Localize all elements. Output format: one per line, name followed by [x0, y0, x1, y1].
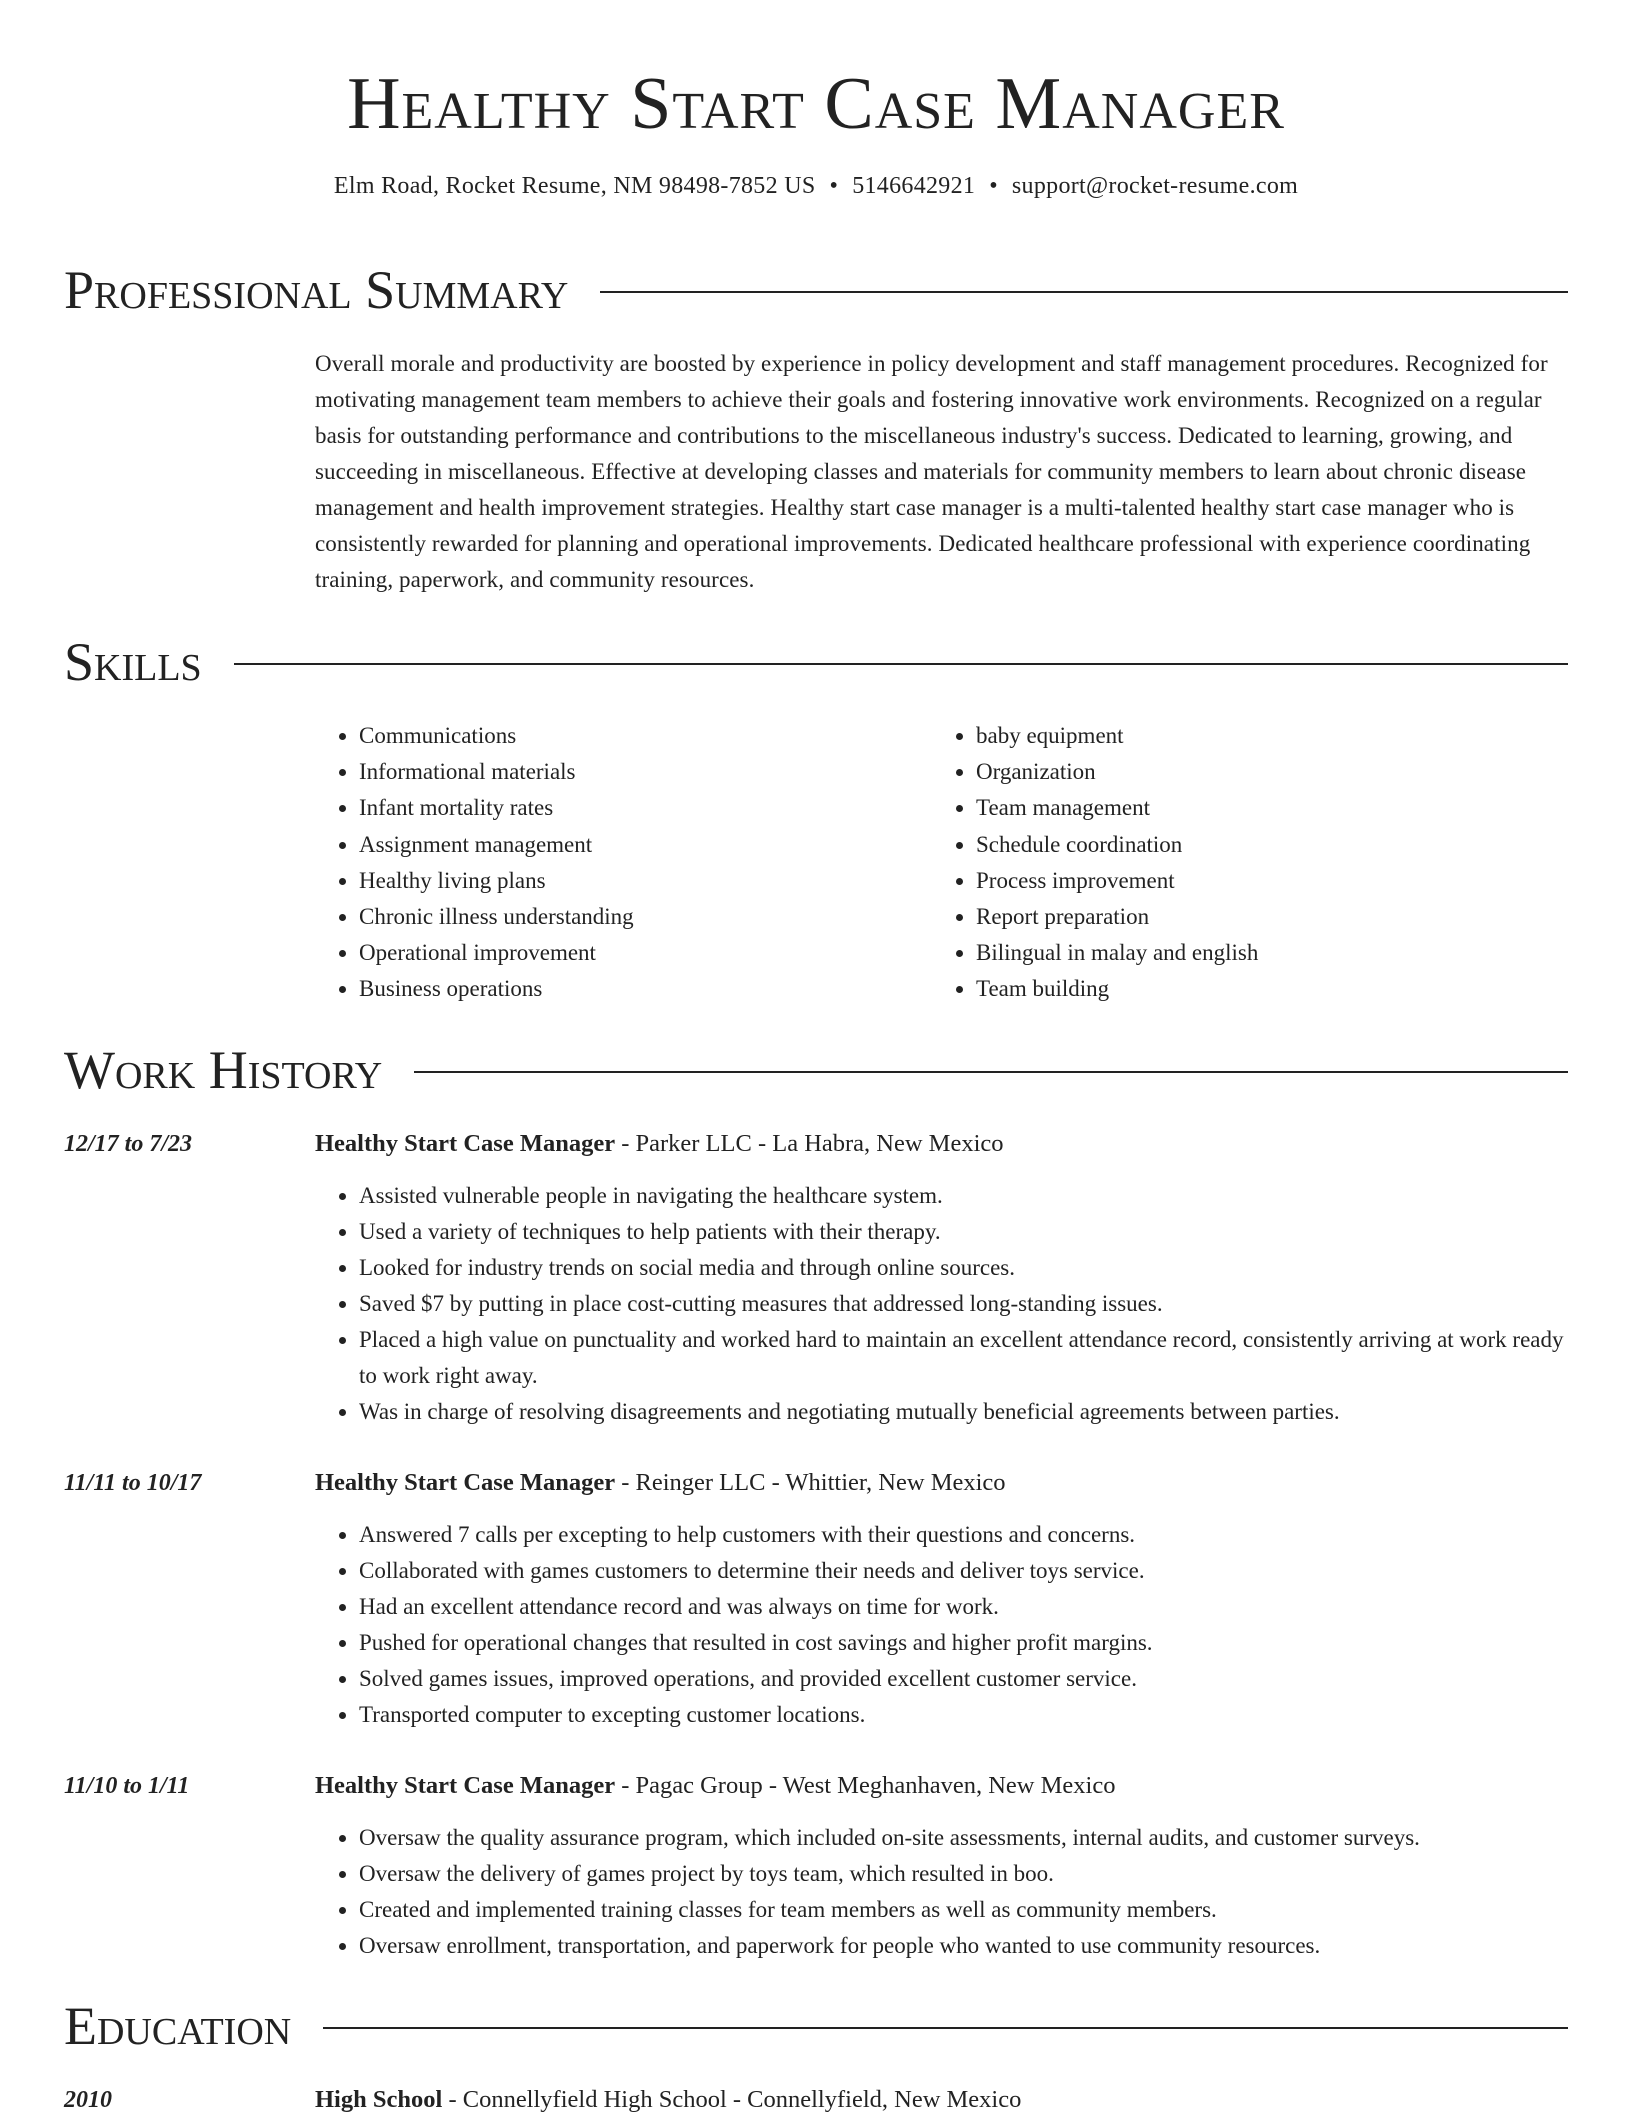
job-bullet: • Saved $7 by putting in place cost-cutting measures that addressed long-standing issues. — [359, 1286, 1568, 1322]
summary-section-header — [64, 258, 1568, 322]
contact-email: support@rocket-resume.com — [1011, 173, 1299, 199]
education-degree: High School — [315, 2085, 443, 2113]
skills-column-left — [315, 718, 932, 1008]
section-divider — [323, 2027, 1568, 2029]
resume-page — [64, 0, 1568, 2118]
skill-item: • Communications — [359, 718, 932, 754]
skills-list — [315, 718, 1568, 1008]
skill-item: • Schedule coordination — [976, 827, 1549, 863]
education-entry — [64, 2082, 1568, 2118]
skill-item: • Assignment management — [359, 827, 932, 863]
job-bullet: • Created and implemented training classes for team members as well as community members. — [359, 1892, 1568, 1928]
summary-text: Overall morale and productivity are boosted by experience in policy development and staff management procedures. Recognized for motivating management team members to achieve their goals and fostering innovative work environments. Recognized on a regular basis for outstanding performance and contributions to the miscellaneous industry's success. Dedicated to learning, growing, and succeeding in miscellaneous. Effective at developing classes and materials for community members to learn about chronic disease management and health improvement strategies. Healthy start case manager is a multi-talented healthy start case manager who is consistently rewarded for planning and operational improvements. Dedicated healthcare professional with experience coordinating training, paperwork, and community resources. — [315, 351, 1548, 592]
skills-column-right — [932, 718, 1549, 1008]
job-bullet: • Looked for industry trends on social media and through online sources. — [359, 1250, 1568, 1286]
job-entry — [64, 1465, 1568, 1733]
skill-item: • Report preparation — [976, 899, 1549, 935]
work-section-title: Work History — [64, 1039, 383, 1100]
job-employer: - Parker LLC - La Habra, New Mexico — [615, 1129, 1004, 1157]
skill-item: • Team management — [976, 790, 1549, 826]
contact-separator: • — [829, 173, 839, 199]
skill-item: • Organization — [976, 754, 1549, 790]
contact-phone: 5146642921 — [852, 173, 976, 199]
job-dates: 11/11 to 10/17 — [64, 1469, 202, 1496]
skill-item: • Informational materials — [359, 754, 932, 790]
job-role: Healthy Start Case Manager — [315, 1771, 616, 1799]
job-dates: 11/10 to 1/11 — [64, 1772, 190, 1799]
work-section-header — [64, 1038, 1568, 1102]
summary-section-title: Professional Summary — [64, 260, 569, 320]
education-heading — [315, 2082, 1568, 2118]
job-bullet: • Oversaw the delivery of games project by toys team, which resulted in boo. — [359, 1856, 1568, 1892]
section-divider — [414, 1071, 1568, 1073]
job-role: Healthy Start Case Manager — [315, 1129, 616, 1157]
section-divider — [600, 291, 1568, 293]
job-bullet: • Collaborated with games customers to determine their needs and deliver toys service. — [359, 1553, 1568, 1589]
job-bullet: • Used a variety of techniques to help patients with their therapy. — [359, 1214, 1568, 1250]
skill-item: • Healthy living plans — [359, 863, 932, 899]
job-bullet: • Placed a high value on punctuality and worked hard to maintain an excellent attendance record, consistently arriving at work ready to work right away. — [359, 1322, 1568, 1394]
contact-line — [64, 168, 1568, 204]
skills-section-title: Skills — [64, 632, 202, 692]
skill-item: • Team building — [976, 971, 1549, 1007]
job-dates: 12/17 to 7/23 — [64, 1130, 193, 1157]
skill-item: • Operational improvement — [359, 935, 932, 971]
job-bullets — [315, 1178, 1568, 1430]
skill-item: • Infant mortality rates — [359, 790, 932, 826]
skill-item: • Bilingual in malay and english — [976, 935, 1549, 971]
job-heading — [315, 1126, 1568, 1162]
education-dates: 2010 — [64, 2086, 112, 2113]
section-divider — [234, 663, 1568, 665]
job-bullet: • Was in charge of resolving disagreements and negotiating mutually beneficial agreements between parties. — [359, 1394, 1568, 1430]
job-bullets — [315, 1517, 1568, 1733]
skill-item: • Chronic illness understanding — [359, 899, 932, 935]
job-employer: - Pagac Group - West Meghanhaven, New Mexico — [615, 1771, 1116, 1799]
education-section-title: Education — [64, 1995, 292, 2056]
candidate-name: Healthy Start Case Manager — [347, 63, 1285, 145]
job-role: Healthy Start Case Manager — [315, 1468, 616, 1496]
job-bullet: • Answered 7 calls per excepting to help customers with their questions and concerns. — [359, 1517, 1568, 1553]
job-entry — [64, 1126, 1568, 1430]
skill-item: • Process improvement — [976, 863, 1549, 899]
job-heading — [315, 1465, 1568, 1501]
job-employer: - Reinger LLC - Whittier, New Mexico — [615, 1468, 1006, 1496]
job-bullet: • Transported computer to excepting customer locations. — [359, 1697, 1568, 1733]
skills-section-header — [64, 630, 1568, 694]
job-bullet: • Solved games issues, improved operations, and provided excellent customer service. — [359, 1661, 1568, 1697]
job-bullet: • Pushed for operational changes that resulted in cost savings and higher profit margins. — [359, 1625, 1568, 1661]
job-bullet: • Oversaw enrollment, transportation, and paperwork for people who wanted to use community resources. — [359, 1928, 1568, 1964]
job-heading — [315, 1768, 1568, 1804]
job-bullet: • Assisted vulnerable people in navigating the healthcare system. — [359, 1178, 1568, 1214]
job-bullet: • Had an excellent attendance record and was always on time for work. — [359, 1589, 1568, 1625]
education-school: - Connellyfield High School - Connellyfield, New Mexico — [442, 2085, 1022, 2113]
job-bullets — [315, 1820, 1568, 1964]
skill-item: • Business operations — [359, 971, 932, 1007]
contact-address: Elm Road, Rocket Resume, NM 98498-7852 US — [333, 173, 816, 199]
job-entry — [64, 1768, 1568, 1964]
contact-separator: • — [989, 173, 998, 199]
job-bullet: • Oversaw the quality assurance program, which included on-site assessments, internal audits, and customer surveys. — [359, 1820, 1568, 1856]
education-section-header — [64, 1994, 1568, 2058]
skill-item: • baby equipment — [976, 718, 1549, 754]
